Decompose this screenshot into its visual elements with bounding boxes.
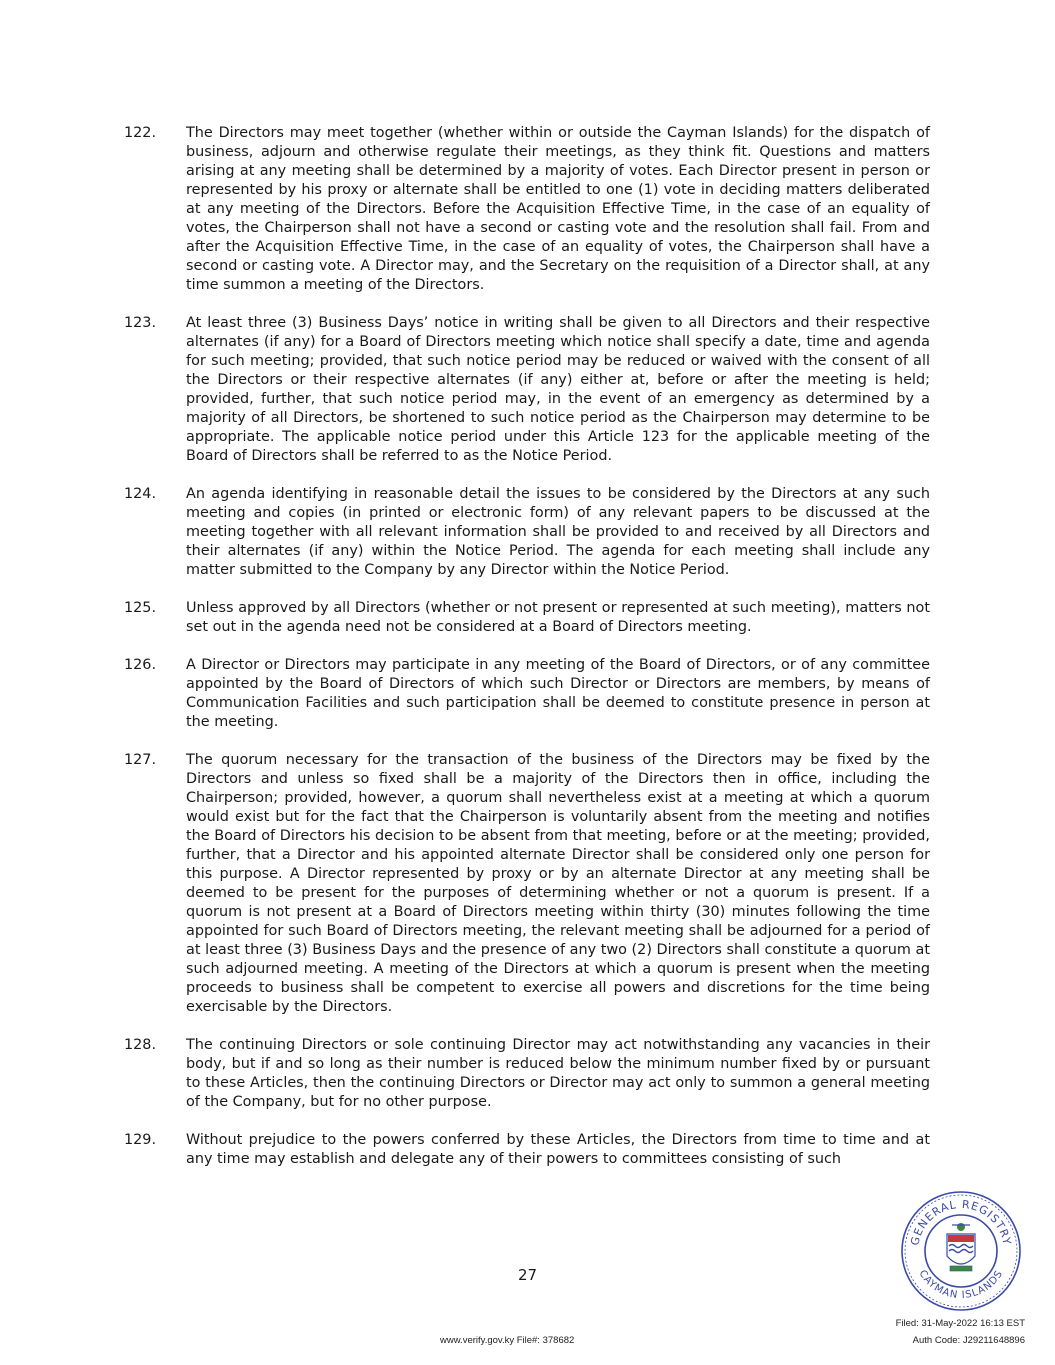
article-text: Without prejudice to the powers conferred by these Articles, the Directors from time to time and at any time may establish and delegate any of their powers to committees consisting of such bbox=[186, 1132, 930, 1167]
article-123 bbox=[124, 314, 930, 466]
general-registry-seal-icon bbox=[900, 1190, 1022, 1312]
articles-list bbox=[124, 124, 930, 1188]
article-text: The quorum necessary for the transaction of the business of the Directors may be fixed by the Directors and unless so fixed shall be a majority of the Directors then in office, including the Chairperson; provided, however, a quorum shall nevertheless exist at a meeting at which a quorum would exist but for the fact that the Chairperson is voluntarily absent from the meeting and notifies the Board of Directors his decision to be absent from that meeting, before or at the meeting; provided, further, that a Director and his appointed alternate Director shall be considered only one person for this purpose. A Director represented by proxy or by an alternate Director at any meeting shall be deemed to be present for the purposes of determining whether or not a quorum is present. If a quorum is not present at a Board of Directors meeting within thirty (30) minutes following the time appointed for such Board of Directors meeting, the relevant meeting shall be adjourned for a period of at least three (3) Business Days and the presence of any two (2) Directors shall constitute a quorum at such adjourned meeting. A meeting of the Directors at which a quorum is present when the meeting proceeds to business shall be competent to exercise all powers and discretions for the time being exercisable by the Directors. bbox=[186, 752, 930, 1015]
article-text: A Director or Directors may participate in any meeting of the Board of Directors, or of any committee appointed by the Board of Directors of which such Director or Directors are members, by means of Communication Facilities and such participation shall be deemed to constitute presence in person at the meeting. bbox=[186, 657, 930, 730]
article-129 bbox=[124, 1131, 930, 1169]
article-122 bbox=[124, 124, 930, 295]
article-number: 129. bbox=[124, 1132, 157, 1148]
article-number: 123. bbox=[124, 315, 157, 331]
article-number: 125. bbox=[124, 600, 157, 616]
seal-top-text: GENERAL REGISTRY bbox=[908, 1197, 1014, 1247]
article-number: 128. bbox=[124, 1037, 157, 1053]
article-127 bbox=[124, 751, 930, 1017]
article-126 bbox=[124, 656, 930, 732]
article-125 bbox=[124, 599, 930, 637]
article-124 bbox=[124, 485, 930, 580]
filed-date: Filed: 31-May-2022 16:13 EST bbox=[895, 1318, 1025, 1329]
article-text: Unless approved by all Directors (whether or not present or represented at such meeting), matters not set out in the agenda need not be considered at a Board of Directors meeting. bbox=[186, 600, 930, 635]
article-text: At least three (3) Business Days’ notice in writing shall be given to all Directors and their respective alternates (if any) for a Board of Directors meeting which notice shall specify a date, time and agenda for such meeting; provided, that such notice period may be reduced or waived with the consent of all the Directors or their respective alternates (if any) either at, before or after the meeting is held; provided, further, that such notice period may, in the event of an emergency as determined by a majority of all Directors, be shortened to such notice period as the Chairperson may determine to be appropriate. The applicable notice period under this Article 123 for the applicable meeting of the Board of Directors shall be referred to as the Notice Period. bbox=[186, 315, 930, 464]
verify-footer: www.verify.gov.ky File#: 378682 bbox=[440, 1335, 575, 1346]
article-text: The Directors may meet together (whether within or outside the Cayman Islands) for the dispatch of business, adjourn and otherwise regulate their meetings, as they think fit. Questions and matters arising at any meeting shall be determined by a majority of votes. Each Director present in person or represented by his proxy or alternate shall be entitled to one (1) vote in deciding matters deliberated at any meeting of the Directors. Before the Acquisition Effective Time, in the case of an equality of votes, the Chairperson shall not have a second or casting vote and the resolution shall fail. From and after the Acquisition Effective Time, in the case of an equality of votes, the Chairperson shall have a second or casting vote. A Director may, and the Secretary on the requisition of a Director shall, at any time summon a meeting of the Directors. bbox=[186, 125, 930, 293]
auth-code: Auth Code: J29211648896 bbox=[912, 1335, 1025, 1346]
article-number: 126. bbox=[124, 657, 157, 673]
svg-text:CAYMAN ISLANDS bbox=[917, 1268, 1006, 1301]
article-text: An agenda identifying in reasonable detail the issues to be considered by the Directors at any such meeting and copies (in printed or electronic form) of any relevant papers to be discussed at the meeting together with all relevant information shall be provided to and received by all Directors and their alternates (if any) within the Notice Period. The agenda for each meeting shall include any matter submitted to the Company by any Director within the Notice Period. bbox=[186, 486, 930, 578]
article-number: 124. bbox=[124, 486, 157, 502]
article-128 bbox=[124, 1036, 930, 1112]
page-number: 27 bbox=[517, 1266, 538, 1284]
article-text: The continuing Directors or sole continuing Director may act notwithstanding any vacancies in their body, but if and so long as their number is reduced below the minimum number fixed by or pursuant to these Articles, then the continuing Directors or Director may act only to summon a general meeting of the Company, but for no other purpose. bbox=[186, 1037, 930, 1110]
article-number: 122. bbox=[124, 125, 157, 141]
seal-bottom-text: CAYMAN ISLANDS bbox=[916, 1268, 1006, 1302]
article-number: 127. bbox=[124, 752, 157, 768]
